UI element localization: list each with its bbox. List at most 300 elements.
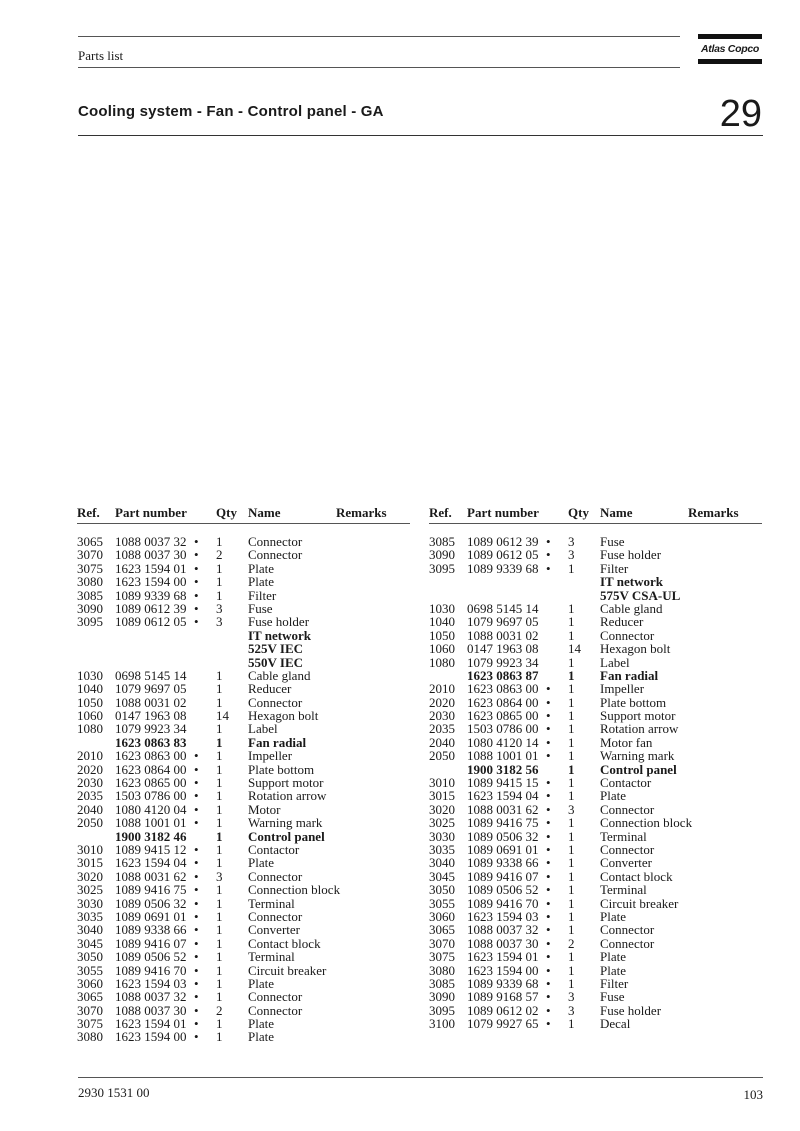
ref-cell: 3030 bbox=[429, 828, 455, 844]
name-cell: Terminal bbox=[248, 949, 295, 965]
bullet-mark: • bbox=[194, 748, 199, 764]
part-number-cell: 1089 0506 52 bbox=[115, 949, 187, 965]
bullet-mark: • bbox=[546, 1016, 551, 1032]
ref-cell: 3045 bbox=[77, 935, 103, 951]
table-header bbox=[77, 505, 410, 523]
bullet-mark: • bbox=[546, 949, 551, 965]
name-cell: Fuse bbox=[248, 600, 273, 616]
name-cell: Reducer bbox=[600, 614, 644, 630]
name-cell: 550V IEC bbox=[248, 654, 304, 670]
qty-cell: 1 bbox=[216, 775, 223, 791]
name-cell: IT network bbox=[248, 627, 311, 643]
ref-cell: 3010 bbox=[77, 841, 103, 857]
part-number-cell: 1623 0864 00 bbox=[467, 694, 539, 710]
ref-cell: 2035 bbox=[77, 788, 103, 804]
ref-cell: 3090 bbox=[429, 989, 455, 1005]
bullet-mark: • bbox=[194, 1029, 199, 1045]
name-cell: 525V IEC bbox=[248, 641, 304, 657]
ref-cell: 3095 bbox=[429, 1002, 455, 1018]
part-number-cell: 1089 0612 05 bbox=[115, 614, 187, 630]
table-row bbox=[77, 803, 410, 816]
bullet-mark: • bbox=[546, 748, 551, 764]
table-row bbox=[77, 964, 410, 977]
qty-cell: 1 bbox=[216, 895, 223, 911]
ref-cell: 1030 bbox=[77, 667, 103, 683]
table-row bbox=[77, 749, 410, 762]
ref-cell: 3075 bbox=[77, 560, 103, 576]
part-number-cell: 1623 1594 01 bbox=[467, 949, 539, 965]
chapter-number: 29 bbox=[719, 93, 762, 135]
ref-cell: 3065 bbox=[77, 534, 103, 549]
qty-cell: 1 bbox=[568, 975, 575, 991]
part-number-cell: 1088 0037 32 bbox=[115, 534, 187, 549]
qty-cell: 1 bbox=[568, 748, 575, 764]
bullet-mark: • bbox=[194, 1002, 199, 1018]
name-cell: Label bbox=[600, 654, 630, 670]
part-number-cell: 1623 0863 00 bbox=[467, 681, 539, 697]
ref-cell: 3015 bbox=[429, 788, 455, 804]
logo-bar-bottom bbox=[698, 59, 762, 64]
qty-cell: 1 bbox=[568, 600, 575, 616]
table-row bbox=[77, 883, 410, 896]
part-number-cell: 1088 0031 62 bbox=[467, 801, 539, 817]
ref-cell: 3070 bbox=[77, 1002, 103, 1018]
name-cell: Plate bbox=[248, 975, 274, 991]
qty-cell: 1 bbox=[216, 828, 223, 844]
qty-cell: 1 bbox=[216, 989, 223, 1005]
ref-cell: 3075 bbox=[77, 1016, 103, 1032]
table-row bbox=[429, 1017, 762, 1030]
table-row bbox=[429, 923, 762, 936]
ref-cell: 3080 bbox=[77, 574, 103, 590]
name-cell: Terminal bbox=[600, 882, 647, 898]
ref-cell: 3095 bbox=[429, 560, 455, 576]
bullet-mark: • bbox=[546, 828, 551, 844]
ref-cell: 3080 bbox=[429, 962, 455, 978]
name-cell: Connector bbox=[248, 868, 303, 884]
bullet-mark: • bbox=[194, 547, 199, 563]
name-cell: Plate bbox=[248, 1029, 274, 1045]
ref-cell: 3080 bbox=[77, 1029, 103, 1045]
table-row bbox=[429, 803, 762, 816]
qty-cell: 2 bbox=[216, 1002, 223, 1018]
ref-cell: 3020 bbox=[429, 801, 455, 817]
name-cell: Converter bbox=[248, 922, 300, 938]
table-row bbox=[429, 656, 762, 669]
part-number-cell: 1089 9168 57 bbox=[467, 989, 539, 1005]
bullet-mark: • bbox=[546, 882, 551, 898]
ref-cell: 1060 bbox=[77, 708, 103, 724]
part-number-cell: 1089 0506 32 bbox=[115, 895, 187, 911]
name-cell: Connector bbox=[248, 534, 303, 549]
parts-table-left bbox=[77, 505, 410, 1044]
table-row bbox=[77, 548, 410, 561]
table-row bbox=[429, 575, 762, 588]
part-number-cell: 1623 1594 00 bbox=[115, 1029, 187, 1045]
ref-cell: 1060 bbox=[429, 641, 455, 657]
qty-cell: 1 bbox=[568, 855, 575, 871]
bullet-mark: • bbox=[194, 989, 199, 1005]
name-cell: Reducer bbox=[248, 681, 292, 697]
part-number-cell: 0698 5145 14 bbox=[115, 667, 187, 683]
bullet-mark: • bbox=[546, 734, 551, 750]
qty-cell: 1 bbox=[568, 962, 575, 978]
table-row bbox=[77, 629, 410, 642]
part-number-cell: 1623 1594 01 bbox=[115, 560, 187, 576]
table-row bbox=[77, 977, 410, 990]
name-cell: Terminal bbox=[600, 828, 647, 844]
table-row bbox=[429, 870, 762, 883]
qty-cell: 1 bbox=[568, 868, 575, 884]
qty-cell: 3 bbox=[568, 989, 575, 1005]
bullet-mark: • bbox=[546, 989, 551, 1005]
qty-cell: 1 bbox=[568, 895, 575, 911]
table-row bbox=[77, 736, 410, 749]
table-row bbox=[77, 562, 410, 575]
table-row bbox=[77, 656, 410, 669]
part-number-cell: 1623 0865 00 bbox=[467, 708, 539, 724]
ref-cell: 2010 bbox=[429, 681, 455, 697]
bullet-mark: • bbox=[194, 868, 199, 884]
table-header-rule bbox=[429, 523, 762, 524]
part-number-cell: 1623 0864 00 bbox=[115, 761, 187, 777]
bullet-mark: • bbox=[194, 855, 199, 871]
name-cell: Support motor bbox=[600, 708, 676, 724]
bullet-mark: • bbox=[546, 922, 551, 938]
ref-cell: 2050 bbox=[77, 815, 103, 831]
table-row bbox=[77, 669, 410, 682]
ref-cell: 3035 bbox=[429, 841, 455, 857]
table-row bbox=[77, 1004, 410, 1017]
table-row bbox=[77, 843, 410, 856]
qty-cell: 1 bbox=[568, 694, 575, 710]
name-cell: Connection block bbox=[248, 882, 341, 898]
part-number-cell: 1623 0865 00 bbox=[115, 775, 187, 791]
ref-cell: 3095 bbox=[77, 614, 103, 630]
part-number-cell: 1089 9416 07 bbox=[467, 868, 539, 884]
qty-cell: 1 bbox=[216, 534, 223, 549]
name-cell: Connector bbox=[248, 989, 303, 1005]
ref-cell: 3055 bbox=[429, 895, 455, 911]
part-number-cell: 1088 0037 30 bbox=[467, 935, 539, 951]
ref-cell: 3045 bbox=[429, 868, 455, 884]
qty-cell: 2 bbox=[568, 935, 575, 951]
ref-cell: 2030 bbox=[77, 775, 103, 791]
qty-cell: 1 bbox=[568, 882, 575, 898]
bullet-mark: • bbox=[546, 708, 551, 724]
bullet-mark: • bbox=[194, 841, 199, 857]
name-cell: Connector bbox=[248, 908, 303, 924]
bullet-mark: • bbox=[194, 975, 199, 991]
name-cell: Filter bbox=[248, 587, 277, 603]
qty-cell: 1 bbox=[216, 694, 223, 710]
part-number-cell: 1089 9339 68 bbox=[115, 587, 187, 603]
bullet-mark: • bbox=[546, 855, 551, 871]
ref-cell: 3085 bbox=[429, 534, 455, 549]
name-cell: Motor bbox=[248, 801, 281, 817]
name-cell: IT network bbox=[600, 574, 663, 590]
qty-cell: 1 bbox=[568, 828, 575, 844]
name-cell: Fan radial bbox=[248, 734, 307, 750]
name-cell: Fan radial bbox=[600, 667, 659, 683]
bullet-mark: • bbox=[546, 694, 551, 710]
qty-cell: 1 bbox=[216, 748, 223, 764]
qty-cell: 1 bbox=[216, 574, 223, 590]
qty-cell: 1 bbox=[216, 841, 223, 857]
name-cell: Cable gland bbox=[600, 600, 663, 616]
bullet-mark: • bbox=[546, 560, 551, 576]
name-cell: Fuse bbox=[600, 534, 625, 549]
qty-cell: 1 bbox=[568, 721, 575, 737]
name-cell: Connector bbox=[600, 922, 655, 938]
part-number-cell: 0698 5145 14 bbox=[467, 600, 539, 616]
part-number-cell: 1623 1594 04 bbox=[467, 788, 539, 804]
qty-cell: 1 bbox=[216, 855, 223, 871]
name-cell: Rotation arrow bbox=[248, 788, 327, 804]
ref-cell: 2020 bbox=[77, 761, 103, 777]
name-cell: Plate bbox=[600, 908, 626, 924]
qty-cell: 1 bbox=[568, 815, 575, 831]
footer-rule bbox=[78, 1077, 763, 1078]
table-row bbox=[429, 789, 762, 802]
name-cell: Impeller bbox=[600, 681, 645, 697]
ref-cell: 2040 bbox=[429, 734, 455, 750]
qty-cell: 1 bbox=[216, 922, 223, 938]
header-ref: Ref. bbox=[77, 505, 100, 520]
name-cell: Plate bbox=[248, 855, 274, 871]
table-row bbox=[77, 816, 410, 829]
qty-cell: 14 bbox=[216, 708, 229, 724]
ref-cell: 3100 bbox=[429, 1016, 455, 1032]
part-number-cell: 1089 0612 39 bbox=[115, 600, 187, 616]
name-cell: Warning mark bbox=[600, 748, 675, 764]
bullet-mark: • bbox=[546, 721, 551, 737]
table-row bbox=[429, 830, 762, 843]
name-cell: Fuse bbox=[600, 989, 625, 1005]
bullet-mark: • bbox=[546, 868, 551, 884]
qty-cell: 1 bbox=[568, 922, 575, 938]
name-cell: Connector bbox=[600, 627, 655, 643]
header-qty: Qty bbox=[216, 505, 237, 520]
qty-cell: 2 bbox=[216, 547, 223, 563]
qty-cell: 1 bbox=[568, 775, 575, 791]
table-row bbox=[77, 602, 410, 615]
table-row bbox=[429, 977, 762, 990]
document-number: 2930 1531 00 bbox=[78, 1085, 150, 1100]
table-row bbox=[429, 602, 762, 615]
table-row bbox=[429, 776, 762, 789]
part-number-cell: 1079 9927 65 bbox=[467, 1016, 539, 1032]
part-number-cell: 1079 9697 05 bbox=[467, 614, 539, 630]
bullet-mark: • bbox=[194, 560, 199, 576]
qty-cell: 1 bbox=[216, 587, 223, 603]
bullet-mark: • bbox=[194, 534, 199, 549]
ref-cell: 1040 bbox=[429, 614, 455, 630]
ref-cell: 3020 bbox=[77, 868, 103, 884]
bullet-mark: • bbox=[194, 882, 199, 898]
part-number-cell: 1623 1594 00 bbox=[115, 574, 187, 590]
table-row bbox=[77, 990, 410, 1003]
qty-cell: 1 bbox=[568, 908, 575, 924]
ref-cell: 3070 bbox=[429, 935, 455, 951]
part-number-cell: 1089 9338 66 bbox=[115, 922, 187, 938]
bullet-mark: • bbox=[194, 614, 199, 630]
qty-cell: 1 bbox=[568, 949, 575, 965]
part-number-cell: 0147 1963 08 bbox=[115, 708, 187, 724]
bullet-mark: • bbox=[194, 1016, 199, 1032]
part-number-cell: 1089 9415 12 bbox=[115, 841, 187, 857]
name-cell: Connector bbox=[248, 1002, 303, 1018]
table-row bbox=[77, 682, 410, 695]
name-cell: Plate bbox=[600, 962, 626, 978]
qty-cell: 1 bbox=[568, 1016, 575, 1032]
table-row bbox=[429, 937, 762, 950]
qty-cell: 1 bbox=[568, 560, 575, 576]
table-body bbox=[429, 535, 762, 1030]
table-row bbox=[429, 964, 762, 977]
table-row bbox=[77, 937, 410, 950]
qty-cell: 1 bbox=[568, 708, 575, 724]
table-row bbox=[77, 575, 410, 588]
bullet-mark: • bbox=[546, 788, 551, 804]
qty-cell: 3 bbox=[216, 868, 223, 884]
table-row bbox=[77, 830, 410, 843]
bullet-mark: • bbox=[194, 801, 199, 817]
qty-cell: 1 bbox=[216, 788, 223, 804]
table-body bbox=[77, 535, 410, 1044]
name-cell: Warning mark bbox=[248, 815, 323, 831]
ref-cell: 3060 bbox=[77, 975, 103, 991]
table-row bbox=[77, 1030, 410, 1043]
bullet-mark: • bbox=[546, 801, 551, 817]
table-row bbox=[77, 856, 410, 869]
ref-cell: 3065 bbox=[429, 922, 455, 938]
ref-cell: 1080 bbox=[77, 721, 103, 737]
bullet-mark: • bbox=[194, 775, 199, 791]
ref-cell: 2050 bbox=[429, 748, 455, 764]
part-number-cell: 1089 9416 70 bbox=[467, 895, 539, 911]
bullet-mark: • bbox=[546, 534, 551, 549]
part-number-cell: 1623 1594 00 bbox=[467, 962, 539, 978]
ref-cell: 3010 bbox=[429, 775, 455, 791]
table-row bbox=[429, 669, 762, 682]
header-name: Name bbox=[600, 505, 633, 520]
name-cell: Terminal bbox=[248, 895, 295, 911]
logo-text: Atlas Copco bbox=[701, 43, 759, 55]
table-row bbox=[77, 776, 410, 789]
table-row bbox=[429, 856, 762, 869]
part-number-cell: 1079 9923 34 bbox=[467, 654, 539, 670]
qty-cell: 14 bbox=[568, 641, 581, 657]
qty-cell: 1 bbox=[216, 721, 223, 737]
table-row bbox=[77, 923, 410, 936]
ref-cell: 3025 bbox=[77, 882, 103, 898]
name-cell: Plate bbox=[248, 574, 274, 590]
name-cell: Decal bbox=[600, 1016, 631, 1032]
table-header bbox=[429, 505, 762, 523]
ref-cell: 1050 bbox=[429, 627, 455, 643]
table-row bbox=[77, 950, 410, 963]
name-cell: Support motor bbox=[248, 775, 324, 791]
bullet-mark: • bbox=[194, 935, 199, 951]
qty-cell: 3 bbox=[216, 600, 223, 616]
name-cell: Filter bbox=[600, 975, 629, 991]
part-number-cell: 1089 0506 52 bbox=[467, 882, 539, 898]
qty-cell: 3 bbox=[568, 534, 575, 549]
name-cell: Contactor bbox=[248, 841, 300, 857]
part-number-cell: 1088 1001 01 bbox=[115, 815, 187, 831]
qty-cell: 1 bbox=[568, 614, 575, 630]
name-cell: Control panel bbox=[600, 761, 677, 777]
table-row bbox=[429, 990, 762, 1003]
ref-cell: 3090 bbox=[77, 600, 103, 616]
part-number-cell: 1089 9338 66 bbox=[467, 855, 539, 871]
name-cell: Impeller bbox=[248, 748, 293, 764]
ref-cell: 3065 bbox=[77, 989, 103, 1005]
bullet-mark: • bbox=[546, 975, 551, 991]
part-number-cell: 1900 3182 46 bbox=[115, 828, 187, 844]
table-row bbox=[77, 615, 410, 628]
part-number-cell: 1089 0612 39 bbox=[467, 534, 539, 549]
ref-cell: 1080 bbox=[429, 654, 455, 670]
bullet-mark: • bbox=[194, 922, 199, 938]
table-row bbox=[429, 722, 762, 735]
table-row bbox=[77, 1017, 410, 1030]
part-number-cell: 1079 9697 05 bbox=[115, 681, 187, 697]
table-row bbox=[77, 589, 410, 602]
qty-cell: 1 bbox=[216, 801, 223, 817]
table-row bbox=[429, 642, 762, 655]
name-cell: Plate bbox=[600, 788, 626, 804]
bullet-mark: • bbox=[546, 547, 551, 563]
table-row bbox=[429, 535, 762, 548]
page-number: 103 bbox=[743, 1087, 763, 1102]
bullet-mark: • bbox=[546, 962, 551, 978]
name-cell: Contact block bbox=[248, 935, 321, 951]
table-row bbox=[429, 749, 762, 762]
name-cell: Fuse holder bbox=[600, 547, 662, 563]
bullet-mark: • bbox=[194, 761, 199, 777]
bullet-mark: • bbox=[194, 908, 199, 924]
qty-cell: 1 bbox=[216, 975, 223, 991]
table-row bbox=[77, 535, 410, 548]
bullet-mark: • bbox=[194, 815, 199, 831]
part-number-cell: 1900 3182 56 bbox=[467, 761, 539, 777]
ref-cell: 2035 bbox=[429, 721, 455, 737]
header-name: Name bbox=[248, 505, 281, 520]
table-row bbox=[77, 709, 410, 722]
ref-cell: 3040 bbox=[429, 855, 455, 871]
table-row bbox=[77, 789, 410, 802]
bullet-mark: • bbox=[546, 841, 551, 857]
page-title: Cooling system - Fan - Control panel - GA bbox=[78, 103, 384, 120]
table-row bbox=[429, 816, 762, 829]
part-number-cell: 1080 4120 14 bbox=[467, 734, 539, 750]
qty-cell: 1 bbox=[568, 667, 575, 683]
ref-cell: 3070 bbox=[77, 547, 103, 563]
qty-cell: 1 bbox=[568, 681, 575, 697]
name-cell: Filter bbox=[600, 560, 629, 576]
qty-cell: 1 bbox=[216, 667, 223, 683]
ref-cell: 1040 bbox=[77, 681, 103, 697]
qty-cell: 1 bbox=[568, 761, 575, 777]
qty-cell: 3 bbox=[216, 614, 223, 630]
name-cell: Plate bbox=[600, 949, 626, 965]
part-number-cell: 1089 0691 01 bbox=[467, 841, 539, 857]
name-cell: Plate bottom bbox=[248, 761, 315, 777]
qty-cell: 3 bbox=[568, 547, 575, 563]
part-number-cell: 1088 0037 30 bbox=[115, 1002, 187, 1018]
